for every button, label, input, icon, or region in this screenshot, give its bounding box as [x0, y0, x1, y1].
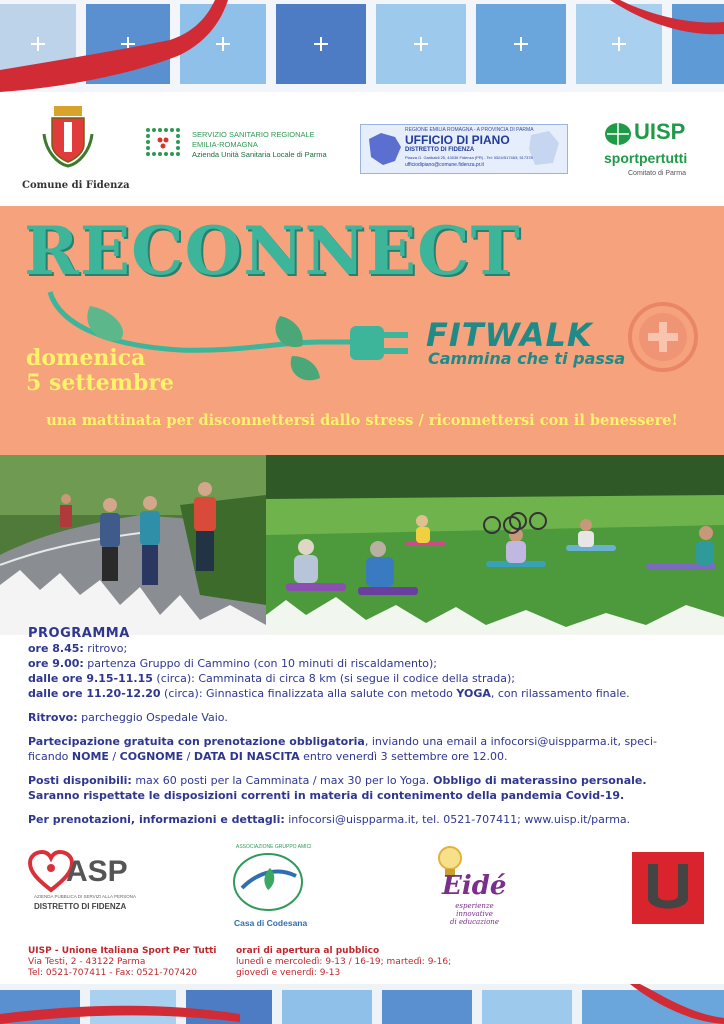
program-section [28, 626, 708, 827]
field-nome: NOME [71, 750, 109, 763]
province-map-icon [525, 129, 563, 169]
yoga-park-photo [266, 455, 724, 635]
covid-line [28, 788, 708, 803]
fitwalk-subtitle: Cammina che ti passa [428, 349, 626, 368]
asp-name: ASP [66, 855, 128, 888]
event-tagline: una mattinata per disconnettersi dallo stress / riconnettersi con il benessere! [46, 412, 678, 429]
eide-line1: esperienze [455, 902, 494, 910]
org-phones: Tel: 0521-707411 - Fax: 0521-707420 [28, 968, 197, 978]
comune-crest-icon [40, 104, 96, 168]
field-data-nascita: DATA DI NASCITA [193, 750, 300, 763]
uisp-globe-icon [604, 122, 632, 146]
participation-line-2 [28, 749, 708, 764]
posti-label: Posti disponibili: [28, 774, 132, 787]
eide-name: Eidé [442, 871, 507, 901]
ufficio-address: Piazza G. Garibaldi 25, 43036 Fidenza (PR) - Tel: 0524/517463; 517378 [405, 155, 533, 160]
fitwalk-title: FITWALK [426, 316, 593, 354]
participation-line [28, 734, 708, 749]
program-text: (circa): Camminata di circa 8 km (si segue il codice della strada); [152, 672, 515, 685]
program-time: dalle ore 11.20-12.20 [28, 687, 161, 700]
asp-subtitle: AZIENDA PUBBLICA DI SERVIZI ALLA PERSONA [34, 894, 136, 899]
ufficio-district: DISTRETTO DI FIDENZA [405, 147, 475, 153]
covid-notice: Saranno rispettate le disposizioni correnti in materia di contenimento della pandemia Covid-19. [28, 789, 625, 802]
partner-logos-row [0, 842, 724, 942]
program-time: dalle ore 9.15-11.15 [28, 672, 153, 685]
meeting-text: parcheggio Ospedale Vaio. [77, 711, 228, 724]
contacts-text: infocorsi@uispparma.it, tel. 0521-707411; www.uisp.it/parma. [284, 813, 631, 826]
org-address: Via Testi, 2 - 43122 Parma [28, 957, 146, 967]
top-decorative-band [0, 0, 724, 92]
uisp-committee: Comitato di Parma [628, 170, 686, 177]
red-ribbon-decoration [0, 984, 724, 1024]
event-date [26, 346, 174, 396]
eide-line2: innovative [456, 910, 493, 918]
ufficio-region: REGIONE EMILIA ROMAGNA - A PROVINCIA DI PARMA [405, 127, 534, 133]
hours-line1: lunedì e mercoledì: 9-13 / 16-19; martedì: 9-16; [236, 957, 452, 967]
footer-hours-block [236, 946, 536, 979]
meeting-label: Ritrovo: [28, 711, 78, 724]
separator: / [183, 750, 194, 763]
participation-text: , inviando una email a infocorsi@uispparma.it, speci- [364, 735, 657, 748]
ssr-line2: EMILIA-ROMAGNA [192, 140, 258, 149]
ssr-line3: Azienda Unità Sanitaria Locale di Parma [192, 150, 327, 159]
event-day-number: 5 settembre [26, 370, 174, 396]
ufficio-di-piano-logo [360, 124, 568, 174]
program-text: ritrovo; [83, 642, 128, 655]
program-text: (circa): Ginnastica finalizzata alla salute con metodo [160, 687, 457, 700]
region-map-icon [365, 129, 405, 169]
program-text: , con rilassamento finale. [490, 687, 630, 700]
program-item [28, 656, 708, 671]
event-title: RECONNECT [24, 212, 521, 290]
posti-line [28, 773, 708, 788]
uisp-name: UISP [634, 119, 686, 144]
uisp-slogan: sportpertutti [604, 150, 688, 166]
program-text: partenza Gruppo di Cammino (con 10 minuti di riscaldamento); [83, 657, 437, 670]
hours-line2: giovedì e venerdì: 9-13 [236, 968, 341, 978]
event-day: domenica [26, 345, 146, 371]
participation-deadline: entro venerdì 3 settembre ore 12.00. [299, 750, 508, 763]
posti-text: max 60 posti per la Camminata / max 30 per lo Yoga. [131, 774, 430, 787]
bottom-decorative-band [0, 984, 724, 1024]
participation-label: Partecipazione gratuita con prenotazione obbligatoria [28, 735, 365, 748]
contacts-line [28, 812, 708, 827]
program-item [28, 641, 708, 656]
meeting-point [28, 710, 708, 725]
amici-name: Casa di Codesana [234, 918, 308, 928]
footer-address-block [28, 946, 228, 979]
ufficio-email: ufficiodipiano@comune.fidenza.pr.it [405, 162, 484, 168]
ssr-line1: SERVIZIO SANITARIO REGIONALE [192, 130, 315, 139]
mat-requirement: Obbligo di materassino personale. [429, 774, 647, 787]
casa-codesana-logo-icon [230, 848, 306, 914]
uisp-red-square-logo-icon [632, 852, 704, 924]
red-ribbon-decoration [0, 0, 724, 92]
program-item [28, 686, 708, 701]
ufficio-title: UFFICIO DI PIANO [405, 133, 510, 147]
asp-district: DISTRETTO DI FIDENZA [34, 902, 127, 911]
program-time: ore 9.00: [28, 657, 84, 670]
program-title: PROGRAMMA [28, 626, 130, 641]
amici-ring-text: ASSOCIAZIONE GRUPPO AMICI [236, 844, 312, 850]
ssr-dots-logo-icon [144, 126, 186, 162]
comune-name: Comune di Fidenza [22, 180, 130, 191]
hours-title: orari di apertura al pubblico [236, 946, 380, 956]
org-name: UISP - Unione Italiana Sport Per Tutti [28, 946, 217, 956]
plus-circle-icon [626, 300, 700, 374]
yoga-keyword: YOGA [456, 687, 491, 700]
program-item [28, 671, 708, 686]
plug-icon [350, 326, 384, 360]
institutional-logos-row [0, 92, 724, 207]
eide-line3: di educazione [450, 918, 499, 926]
program-time: ore 8.45: [28, 642, 84, 655]
contacts-label: Per prenotazioni, informazioni e dettagli: [28, 813, 285, 826]
separator: / [108, 750, 120, 763]
participation-text: ficando [28, 750, 72, 763]
field-cognome: COGNOME [119, 750, 184, 763]
walking-group-photo [0, 455, 266, 635]
